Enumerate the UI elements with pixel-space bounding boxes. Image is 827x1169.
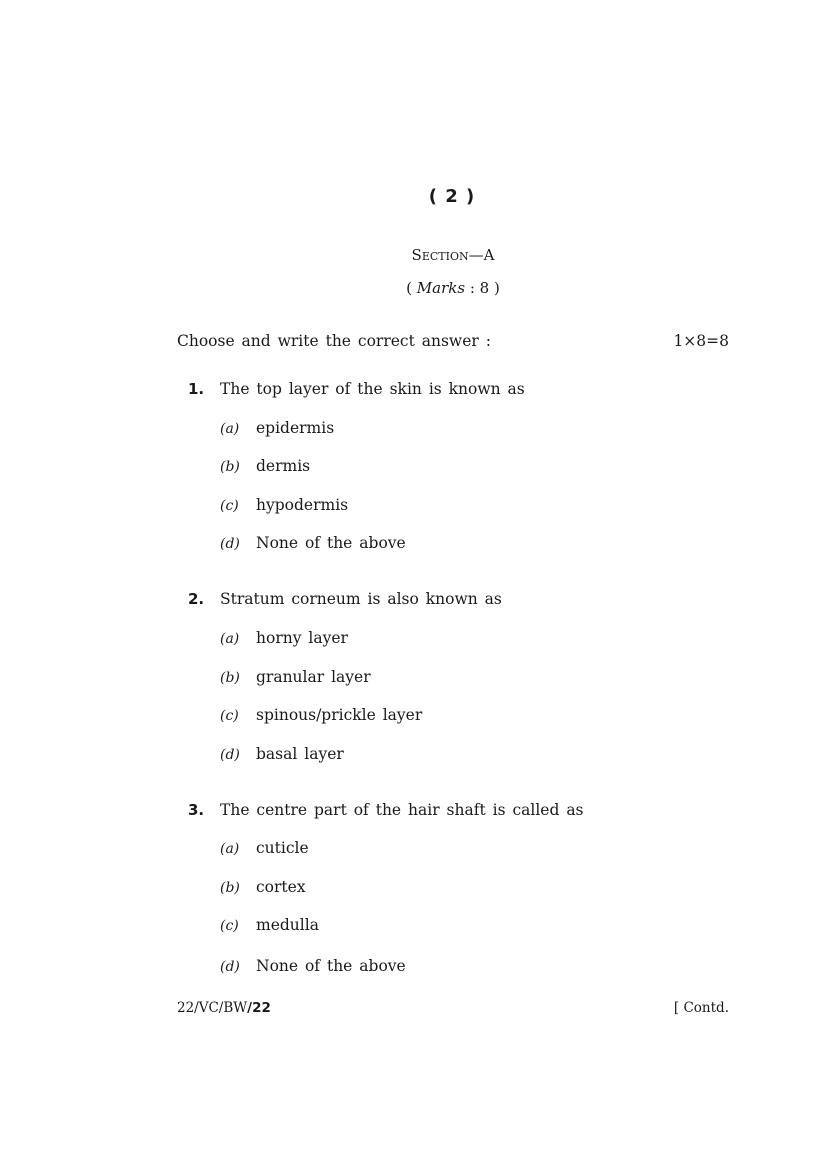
option-label: (b) (220, 459, 240, 475)
option-label: (b) (220, 880, 240, 896)
option-label: (d) (220, 536, 240, 552)
section-title (0, 246, 827, 264)
option-label: (a) (220, 421, 240, 437)
option-text: dermis (256, 457, 311, 475)
question-1 (188, 380, 728, 398)
option-text: hypodermis (256, 496, 349, 514)
paper-code-suffix: /22 (247, 1000, 271, 1016)
question-number: 2. (188, 590, 205, 608)
option-label: (c) (220, 918, 239, 934)
option-label: (a) (220, 631, 240, 647)
question-text: The centre part of the hair shaft is called as (220, 801, 584, 819)
marks-scheme: 1×8=8 (673, 332, 729, 350)
option-text: cuticle (256, 839, 309, 857)
question-2 (188, 590, 728, 608)
option-label: (d) (220, 959, 240, 975)
section-marks (0, 279, 827, 297)
option-label: (d) (220, 747, 240, 763)
option-3a (220, 839, 309, 857)
section-dash: — (468, 246, 484, 264)
question-3 (188, 801, 728, 819)
continued-note: [ Contd. (673, 1000, 729, 1016)
option-text: None of the above (256, 534, 406, 552)
paper-code-prefix: 22/VC/BW (177, 1000, 248, 1016)
option-2d (220, 745, 344, 763)
option-3b (220, 878, 306, 896)
option-2a (220, 629, 348, 647)
marks-label: Marks (416, 279, 466, 297)
option-1b (220, 457, 310, 475)
question-number: 3. (188, 801, 205, 819)
option-text: epidermis (256, 419, 335, 437)
option-text: None of the above (256, 957, 406, 975)
question-text: Stratum corneum is also known as (220, 590, 502, 608)
instruction-row (177, 332, 729, 350)
option-text: medulla (256, 916, 319, 934)
paper-code (177, 1000, 271, 1016)
instruction-text: Choose and write the correct answer : (177, 332, 491, 350)
option-1c (220, 496, 348, 514)
option-label: (c) (220, 498, 239, 514)
page-number: ( 2 ) (428, 186, 476, 207)
question-number: 1. (188, 380, 205, 398)
option-1a (220, 419, 334, 437)
option-text: cortex (256, 878, 306, 896)
section-letter: A (483, 246, 495, 264)
section-prefix: Section (411, 246, 469, 264)
option-3d (220, 957, 406, 975)
option-3c (220, 916, 319, 934)
option-2b (220, 668, 371, 686)
option-text: spinous/prickle layer (256, 706, 423, 724)
marks-rest: : 8 ) (465, 279, 500, 297)
option-label: (a) (220, 841, 240, 857)
option-label: (b) (220, 670, 240, 686)
option-text: horny layer (256, 629, 348, 647)
option-text: basal layer (256, 745, 344, 763)
option-2c (220, 706, 422, 724)
marks-open: ( (406, 279, 417, 297)
option-1d (220, 534, 406, 552)
option-label: (c) (220, 708, 239, 724)
option-text: granular layer (256, 668, 371, 686)
question-text: The top layer of the skin is known as (220, 380, 525, 398)
